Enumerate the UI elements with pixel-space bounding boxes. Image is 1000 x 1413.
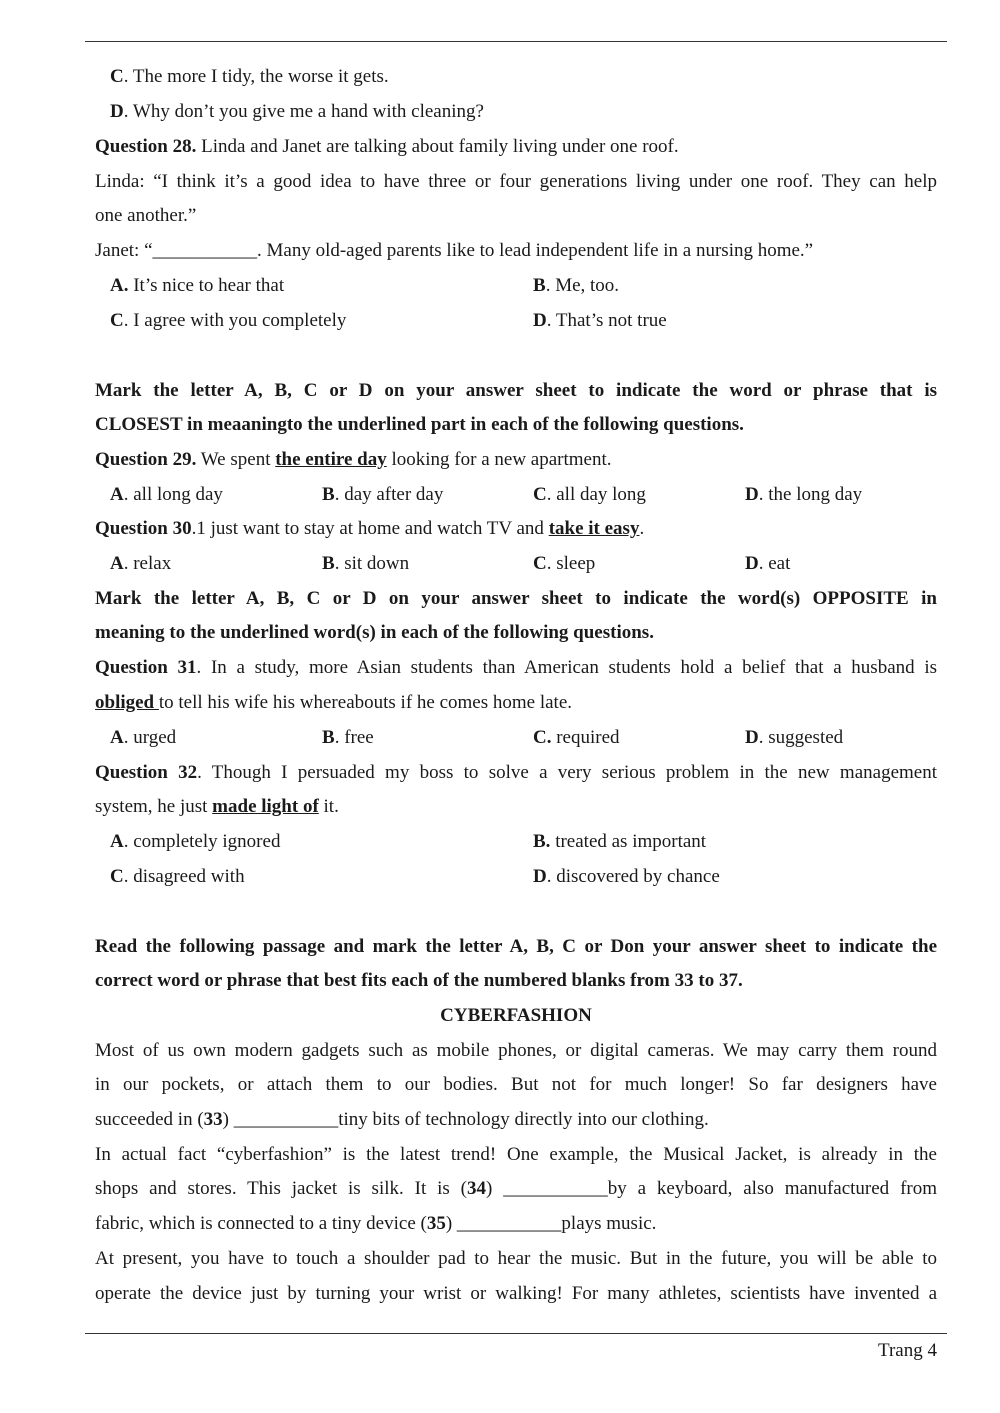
q31-option-b: B. free (322, 727, 374, 748)
q31-option-c: C. required (533, 727, 620, 748)
passage-p2-line-3: fabric, which is connected to a tiny device (35) ___________plays music. (95, 1213, 657, 1234)
q29-option-b: B. day after day (322, 484, 444, 505)
q29-stem: Question 29. We spent the entire day looking for a new apartment. (95, 449, 612, 470)
passage-p3-line-2: operate the device just by turning your wrist or walking! For many athletes, scientists have invented a (95, 1283, 937, 1304)
section-opposite-instruction-1: Mark the letter A, B, C or D on your answer sheet to indicate the word(s) OPPOSITE in (95, 588, 937, 609)
q29-option-c: C. all day long (533, 484, 646, 505)
q27-option-d: D. Why don’t you give me a hand with cleaning? (110, 101, 484, 122)
q28-option-b: B. Me, too. (533, 275, 620, 296)
q32-stem-line-1: Question 32. Though I persuaded my boss to solve a very serious problem in the new management (95, 762, 937, 783)
q32-option-b: B. treated as important (533, 831, 707, 852)
q32-option-d: D. discovered by chance (533, 866, 720, 887)
q28-option-c: C. I agree with you completely (110, 310, 347, 331)
section-closest-instruction-1: Mark the letter A, B, C or D on your answer sheet to indicate the word or phrase that is (95, 380, 937, 401)
q29-option-a: A. all long day (110, 484, 223, 505)
q32-option-a: A. completely ignored (110, 831, 281, 852)
passage-p3-line-1: At present, you have to touch a shoulder pad to hear the music. But in the future, you will be able to (95, 1248, 937, 1269)
q30-option-d: D. eat (745, 553, 791, 574)
passage-p1-line-3: succeeded in (33) ___________tiny bits of technology directly into our clothing. (95, 1109, 709, 1130)
section-passage-instruction-1: Read the following passage and mark the letter A, B, C or Don your answer sheet to indicate the (95, 936, 937, 957)
q28-option-d: D. That’s not true (533, 310, 667, 331)
q28-janet-line: Janet: “___________. Many old-aged parents like to lead independent life in a nursing home.” (95, 240, 814, 261)
q28-linda-line-1: Linda: “I think it’s a good idea to have three or four generations living under one roof. They can help (95, 171, 937, 192)
section-passage-instruction-2: correct word or phrase that best fits each of the numbered blanks from 33 to 37. (95, 970, 743, 991)
q27-option-c: C. The more I tidy, the worse it gets. (110, 66, 389, 87)
q28-option-a: A. It’s nice to hear that (110, 275, 285, 296)
page-number: Trang 4 (878, 1340, 937, 1361)
section-closest-instruction-2: CLOSEST in meaaningto the underlined part in each of the following questions. (95, 414, 744, 435)
passage-p1-line-2: in our pockets, or attach them to our bodies. But not for much longer! So far designers have (95, 1074, 937, 1095)
q30-stem: Question 30.1 just want to stay at home and watch TV and take it easy. (95, 518, 645, 539)
q30-option-c: C. sleep (533, 553, 596, 574)
section-opposite-instruction-2: meaning to the underlined word(s) in each of the following questions. (95, 622, 654, 643)
q32-option-c: C. disagreed with (110, 866, 245, 887)
passage-p1-line-1: Most of us own modern gadgets such as mobile phones, or digital cameras. We may carry them round (95, 1040, 937, 1061)
q28-stem: Question 28. Linda and Janet are talking about family living under one roof. (95, 136, 679, 157)
q31-option-a: A. urged (110, 727, 177, 748)
footer-rule (85, 1333, 947, 1334)
q29-option-d: D. the long day (745, 484, 863, 505)
q32-stem-line-2: system, he just made light of it. (95, 796, 339, 817)
q31-stem-line-2: obliged to tell his wife his whereabouts if he comes home late. (95, 692, 573, 713)
q31-option-d: D. suggested (745, 727, 844, 748)
passage-p2-line-2: shops and stores. This jacket is silk. It is (34) ___________by a keyboard, also manufactured from (95, 1178, 937, 1199)
q28-linda-line-2: one another.” (95, 205, 197, 226)
passage-p2-line-1: In actual fact “cyberfashion” is the latest trend! One example, the Musical Jacket, is already in the (95, 1144, 937, 1165)
q30-option-a: A. relax (110, 553, 172, 574)
q31-stem-line-1: Question 31. In a study, more Asian students than American students hold a belief that a husband is (95, 657, 937, 678)
header-rule (85, 41, 947, 42)
passage-title: CYBERFASHION (440, 1005, 592, 1026)
q30-option-b: B. sit down (322, 553, 410, 574)
